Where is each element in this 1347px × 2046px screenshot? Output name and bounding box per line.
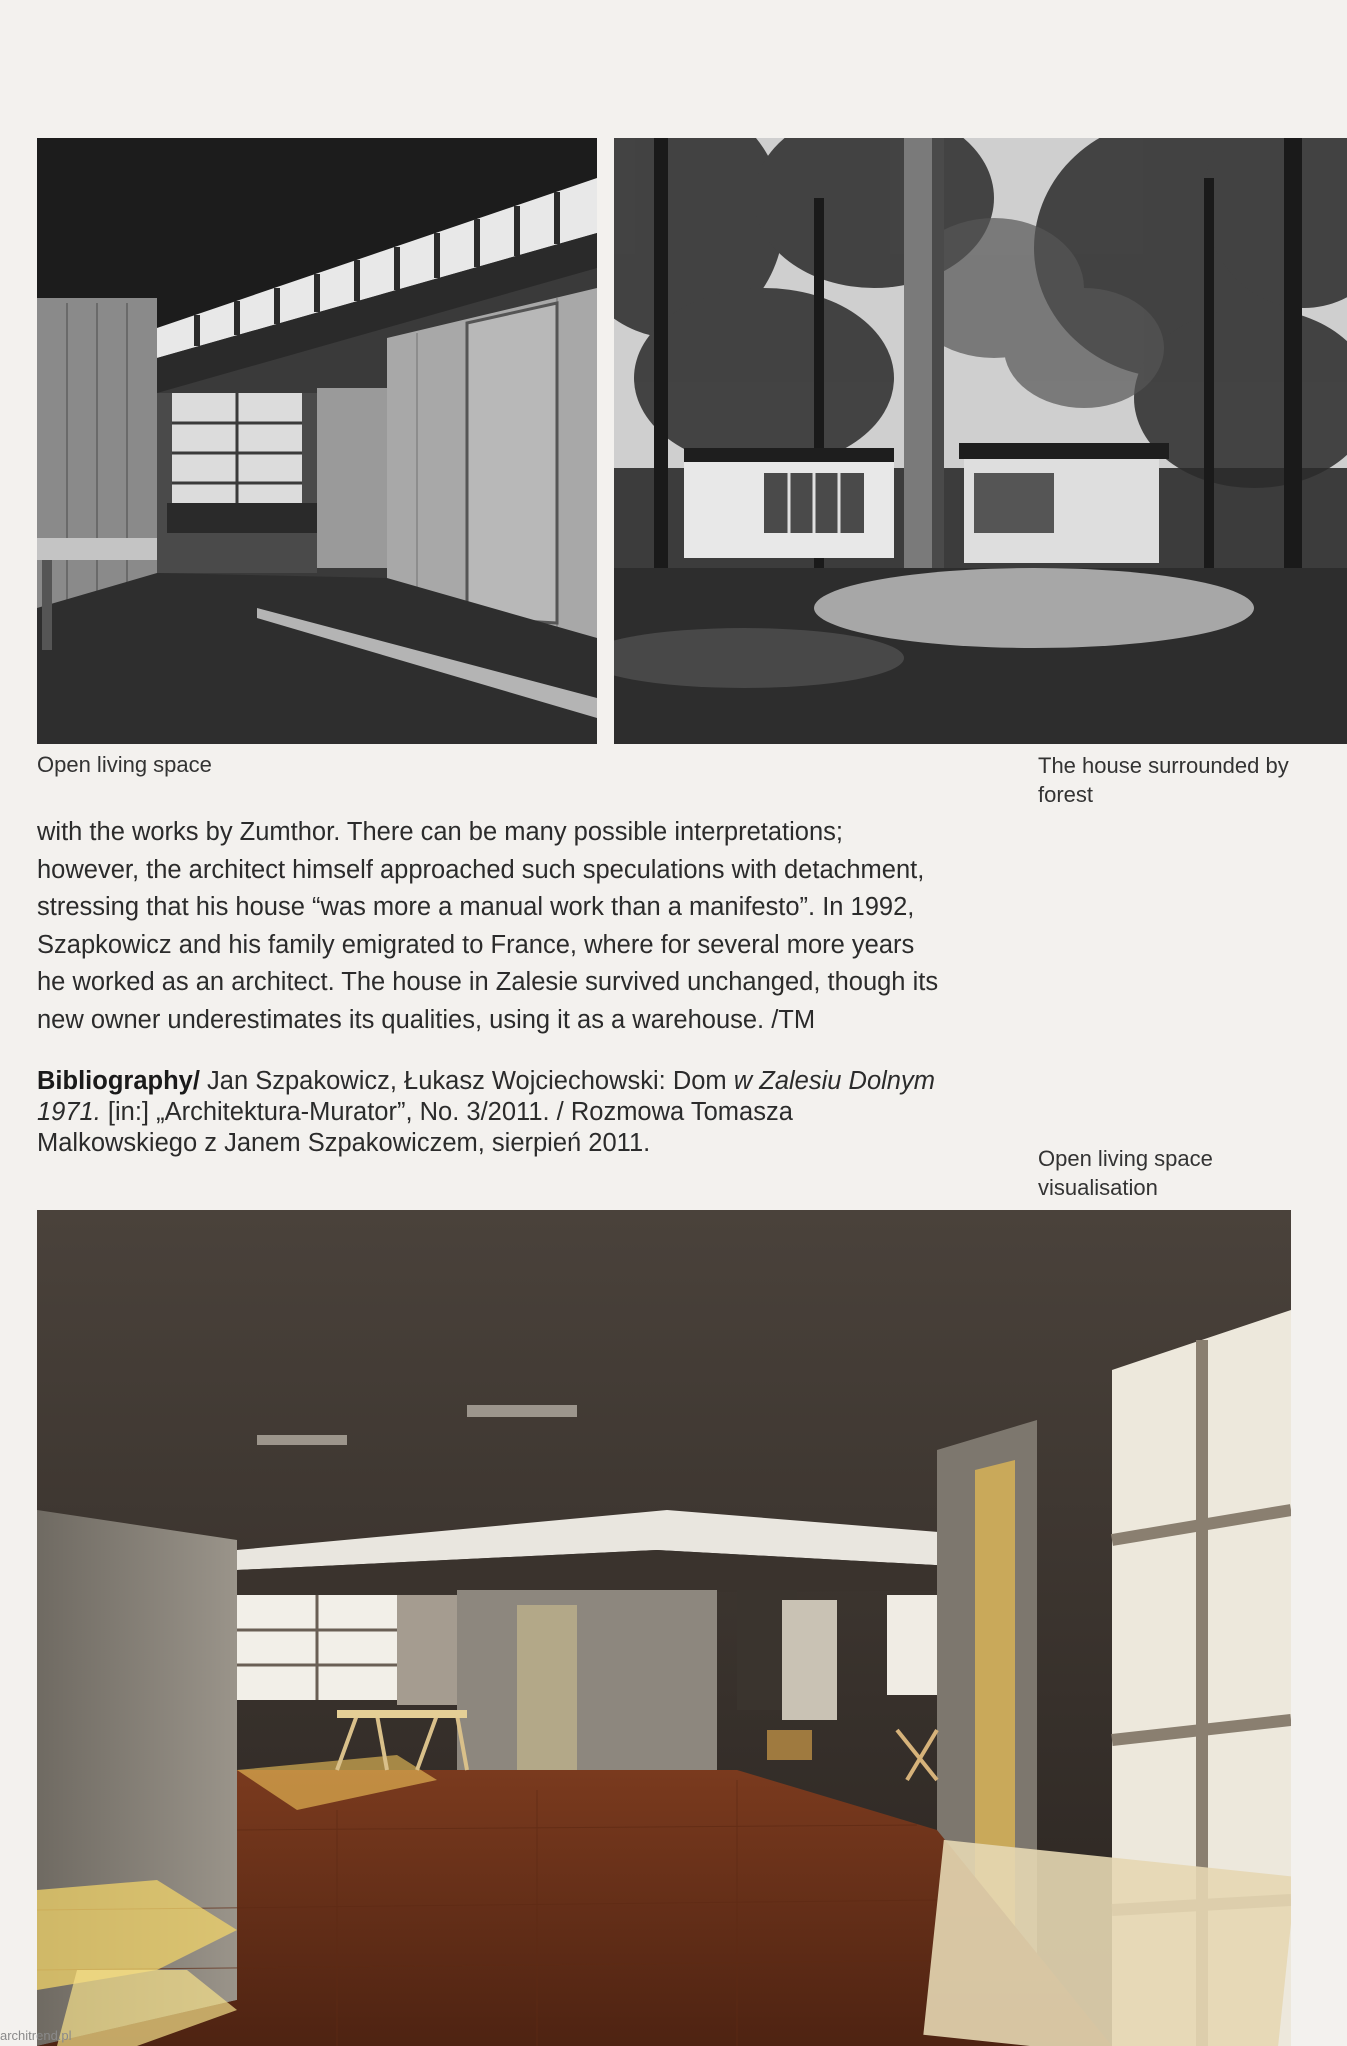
watermark: architrend.pl	[0, 2028, 72, 2043]
bibliography-label: Bibliography/	[37, 1067, 200, 1095]
photo-house-in-forest	[614, 138, 1347, 744]
bibliography-text: [in:] „Architektura-Murator”, No. 3/2011. / Rozmowa Tomasza	[100, 1098, 793, 1126]
bibliography	[37, 1066, 1017, 1159]
caption-house-forest: The house surrounded by forest	[1038, 753, 1289, 807]
bibliography-line	[37, 1066, 1017, 1097]
body-line: he worked as an architect. The house in Zalesie survived unchanged, though its	[37, 968, 939, 996]
photo-open-living-space	[37, 138, 597, 744]
caption-open-living-space: Open living space	[37, 752, 212, 777]
body-line: Szapkowicz and his family emigrated to France, where for several more years	[37, 930, 915, 959]
photo-visualisation-render	[37, 1210, 1291, 2046]
bibliography-year: 1971.	[37, 1098, 101, 1126]
body-line: stressing that his house “was more a manual work than a manifesto”. In 1992,	[37, 893, 915, 921]
bibliography-text: Jan Szpakowicz, Łukasz Wojciechowski: Dom	[199, 1067, 734, 1095]
bibliography-title: w Zalesiu Dolnym	[733, 1067, 935, 1095]
body-text	[37, 814, 1017, 1039]
body-line: however, the architect himself approached such speculations with detachment,	[37, 855, 925, 884]
body-line: with the works by Zumthor. There can be many possible interpretations;	[37, 818, 844, 846]
caption-visualisation: Open living space visualisation	[1038, 1146, 1213, 1200]
bibliography-line: Malkowskiego z Janem Szpakowiczem, sierpień 2011.	[37, 1129, 651, 1157]
body-line: new owner underestimates its qualities, using it as a warehouse. /TM	[37, 1005, 816, 1034]
bibliography-line	[37, 1097, 1017, 1128]
